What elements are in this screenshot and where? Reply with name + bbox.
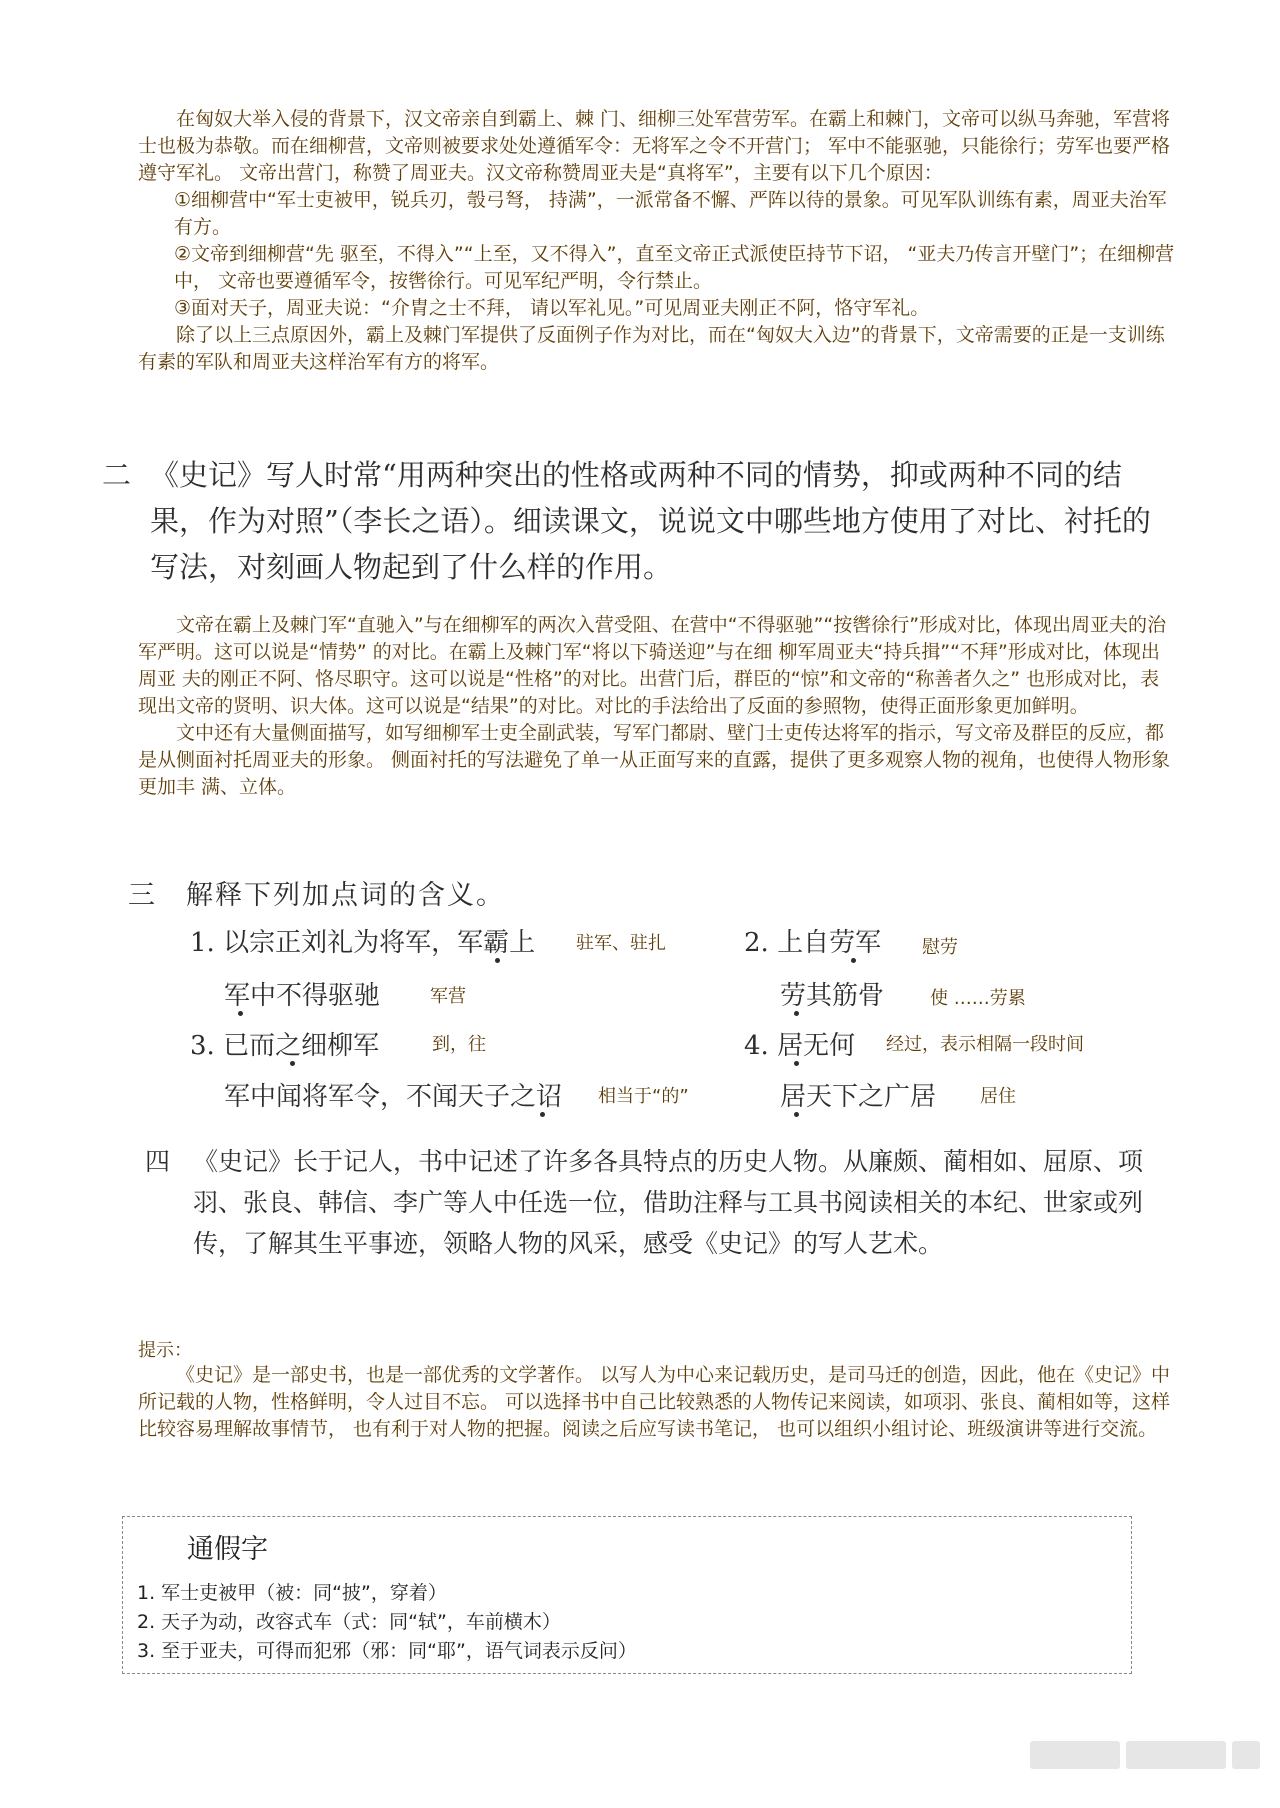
- emphasis-dot: [851, 958, 856, 963]
- emphasis-dot: [794, 1011, 799, 1016]
- vocab-item-3b: 军中闻将军令，不闻天子之诏: [224, 1082, 563, 1112]
- vocab-gloss-4a: 经过，表示相隔一段时间: [886, 1034, 1084, 1055]
- footer-bar: [1126, 1741, 1226, 1769]
- answer-point-3: ③面对天子，周亚夫说：“介胄之士不拜， 请以军礼见。”可见周亚夫刚正不阿，恪守军礼。: [174, 297, 930, 319]
- emphasis-dot: [540, 1112, 545, 1117]
- vocab-gloss-2a: 慰劳: [922, 937, 958, 958]
- emphasis-dot: [794, 1061, 799, 1066]
- emphasis-dot: [238, 1011, 243, 1016]
- emphasis-dot: [794, 1112, 799, 1117]
- vocab-gloss-4b: 居住: [980, 1086, 1016, 1107]
- answer-point-1: ①细柳营中“军士吏被甲，锐兵刃，彀弓弩， 持满”，一派常备不懈、严阵以待的景象。可见军队训练有素，周亚夫治军有方。: [174, 189, 1167, 238]
- vocab-gloss-2b: 使 ……劳累: [930, 988, 1026, 1009]
- vocab-item-2a: 2. 上自劳军: [744, 928, 882, 958]
- answer-point-2: ②文帝到细柳营“先 驱至，不得入”“上至，又不得入”，直至文帝正式派使臣持节下诏， “亚夫乃传言开壁门”；在细柳营中， 文帝也要遵循军令，按辔徐行。可见军纪严明，令行禁止。: [174, 243, 1175, 292]
- question-text: 《史记》长于记人，书中记述了许多各具特点的历史人物。从廉颇、蔺相如、屈原、项羽、张良、韩信、李广等人中任选一位，借助注释与工具书阅读相关的本纪、世家或列传，了解其生平事迹，领略人物的风采，感受《史记》的写人艺术。: [193, 1147, 1144, 1258]
- vocab-item-4b: 居天下之广居: [780, 1082, 937, 1112]
- tongjia-item: 1. 军士吏被甲（被：同“披”，穿着）: [137, 1582, 447, 1604]
- emphasis-dot: [495, 958, 500, 963]
- tongjia-item: 2. 天子为动，改容式车（式：同“轼”，车前横木）: [137, 1611, 561, 1633]
- tongjia-box: [122, 1516, 1132, 1674]
- question-3-title: 三 解释下列加点词的含义。: [128, 880, 505, 911]
- question-number: 二: [102, 458, 132, 492]
- tongjia-title: 通假字: [187, 1534, 268, 1565]
- vocab-item-1b: 军中不得驱驰: [224, 981, 381, 1011]
- vocab-gloss-3a: 到，往: [432, 1034, 486, 1055]
- answer-paragraph: 在匈奴大举入侵的背景下，汉文帝亲自到霸上、棘 门、细柳三处军营劳军。在霸上和棘门，文帝可以纵马奔驰，军营将士也极为恭敬。而在细柳营，文帝则被要求处处遵循军令：无将军之令不开营门； 军中不能驱驰，只能徐行；劳军也要严格遵守军礼。 文帝出营门，称赞了周亚夫。汉文帝称赞周亚夫是“真将军”，主要有以下几个原因：: [138, 108, 1171, 184]
- tongjia-list: [137, 1579, 637, 1666]
- answer-paragraph: 除了以上三点原因外，霸上及棘门军提供了反面例子作为对比，而在“匈奴大入边”的背景下，文帝需要的正是一支训练有素的军队和周亚夫这样治军有方的将军。: [138, 324, 1165, 373]
- hint-text: 《史记》是一部史书，也是一部优秀的文学著作。 以写人为中心来记载历史，是司马迁的创造，因此，他在《史记》中所记载的人物，性格鲜明，令人过目不忘。 可以选择书中自己比较熟悉的人物传记来阅读，如项羽、张良、蔺相如等，这样比较容易理解故事情节， 也有利于对人物的把握。阅读之后应写读书笔记， 也可以组织小组讨论、班级演讲等进行交流。: [138, 1364, 1171, 1440]
- vocab-item-3a: 3. 已而之细柳军: [190, 1031, 380, 1061]
- footer-bar: [1030, 1741, 1120, 1769]
- question-text: 《史记》写人时常“用两种突出的性格或两种不同的情势，抑或两种不同的结果，作为对照”（李长之语）。细读课文，说说文中哪些地方使用了对比、衬托的写法，对刻画人物起到了什么样的作用。: [150, 458, 1151, 584]
- hint-section: [138, 1362, 1178, 1443]
- question-number: 四: [145, 1147, 171, 1176]
- answer-section-1: [138, 106, 1178, 376]
- emphasis-dot: [290, 1061, 295, 1066]
- vocab-item-4a: 4. 居无何: [744, 1031, 856, 1061]
- tongjia-item: 3. 至于亚夫，可得而犯邪（邪：同“耶”，语气词表示反问）: [137, 1640, 637, 1662]
- footer-bar: [1232, 1741, 1260, 1769]
- answer-paragraph: 文帝在霸上及棘门军“直驰入”与在细柳军的两次入营受阻、在营中“不得驱驰”“按辔徐行”形成对比，体现出周亚夫的治军严明。这可以说是“情势” 的对比。在霸上及棘门军“将以下骑送迎”与在细 柳军周亚夫“持兵揖”“不拜”形成对比，体现出周亚 夫的刚正不阿、恪尽职守。这可以说是“性格”的对比。出营门后，群臣的“惊”和文帝的“称善者久之” 也形成对比，表现出文帝的贤明、识大体。这可以说是“结果”的对比。对比的手法给出了反面的参照物，使得正面形象更加鲜明。: [138, 614, 1167, 717]
- vocab-gloss-3b: 相当于“的”: [598, 1086, 689, 1107]
- vocab-item-1a: 1. 以宗正刘礼为将军，军霸上: [190, 928, 536, 958]
- vocab-item-2b: 劳其筋骨: [780, 981, 885, 1011]
- vocab-gloss-1a: 驻军、驻扎: [576, 933, 666, 954]
- answer-section-2: [138, 612, 1178, 801]
- answer-paragraph: 文中还有大量侧面描写，如写细柳军士吏全副武装，写军门都尉、壁门士吏传达将军的指示，写文帝及群臣的反应，都是从侧面衬托周亚夫的形象。 侧面衬托的写法避免了单一从正面写来的直露，提供了更多观察人物的视角，也使得人物形象更加丰 满、立体。: [138, 722, 1171, 798]
- hint-label: 提示：: [138, 1340, 192, 1361]
- vocab-gloss-1b: 军营: [430, 986, 466, 1007]
